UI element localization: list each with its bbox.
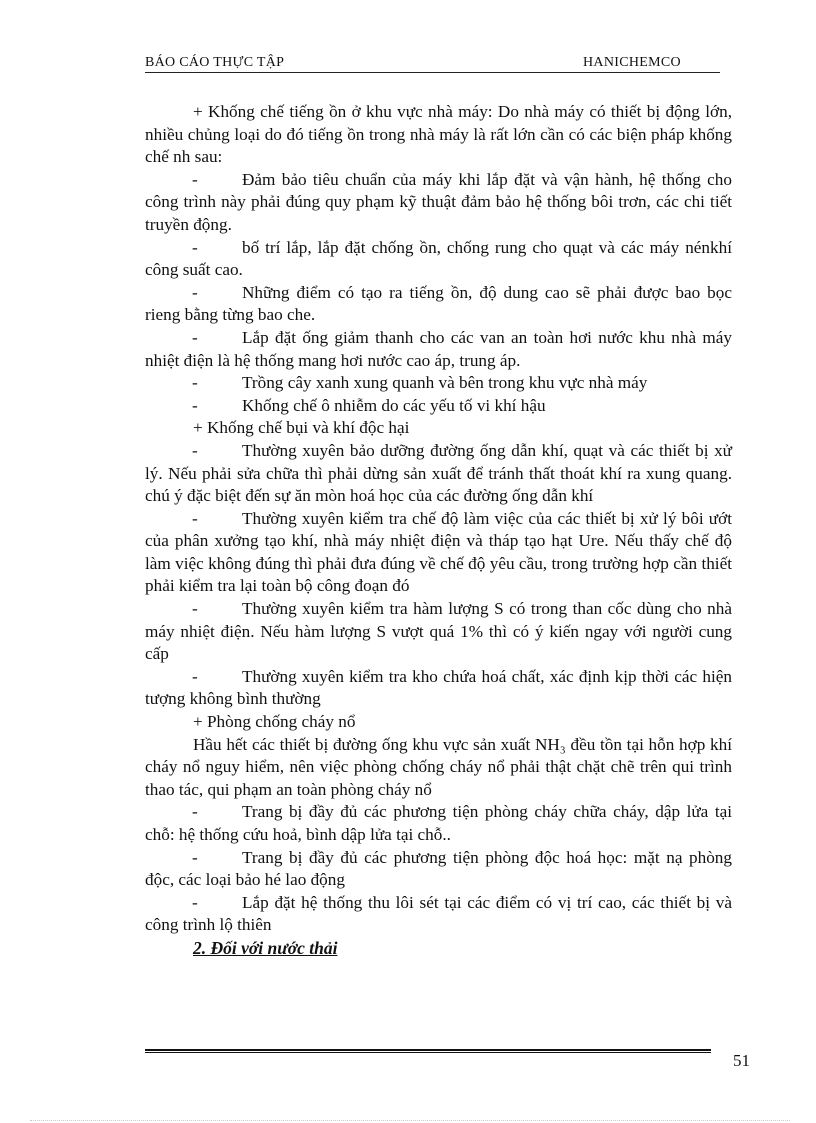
bullet-text: Thường xuyên kiểm tra kho chứa hoá chất, xác định kịp thời các hiện tượng không bình thường	[145, 666, 732, 709]
header-company: HANICHEMCO	[583, 55, 681, 70]
paragraph: + Khống chế bụi và khí độc hại	[193, 418, 410, 438]
bullet-item	[145, 847, 732, 892]
bullet-text: Trồng cây xanh xung quanh và bên trong khu vực nhà máy	[242, 373, 648, 393]
dash-marker: -	[192, 373, 198, 393]
bullet-item	[145, 801, 732, 846]
dash-marker: -	[192, 666, 198, 686]
dash-marker: -	[192, 802, 198, 822]
page-number: 51	[733, 1051, 750, 1070]
bullet-item	[145, 892, 732, 937]
dash-marker: -	[192, 327, 198, 347]
document-body	[145, 101, 732, 960]
bullet-item	[145, 598, 732, 666]
paragraph: + Khống chế tiếng ồn ở khu vực nhà máy: Do nhà máy có thiết bị động lớn, nhiều chủng loại do đó tiếng ồn trong nhà máy là rất lớn cần có các biện pháp khống chế nh sau:	[145, 102, 732, 167]
bullet-text: Trang bị đầy đủ các phương tiện phòng cháy chữa cháy, dập lửa tại chỗ: hệ thống cứu hoả, bình dập lửa tại chỗ..	[145, 802, 732, 844]
dash-marker: -	[192, 508, 198, 528]
bullet-text: Thường xuyên kiểm tra chế độ làm việc của các thiết bị xử lý bôi ướt của phân xưởng tạo khí, nhà máy nhiệt điện và tháp tạo hạt Ure. Nếu thấy chế độ làm việc không đúng thì phải đưa đúng về chế độ yêu cầu, trong trường hợp cần thiết phải kiểm tra lại toàn bộ công đoạn đó	[145, 508, 732, 596]
page-edge-divider	[30, 1120, 790, 1121]
bullet-text: Lắp đặt ống giảm thanh cho các van an toàn hơi nước khu nhà máy nhiệt điện là hệ thống mang hơi nước cao áp, trung áp.	[145, 327, 732, 370]
bullet-text: Thường xuyên bảo dưỡng đường ống dẫn khí, quạt và các thiết bị xử lý. Nếu phải sửa chữa thì phải dừng sản xuất để tránh thất thoát khí ra xung quang. chú ý đặc biệt đến sự ăn mòn hoá học của các đường ống dẫn khí	[145, 440, 732, 506]
bullet-item	[145, 395, 732, 418]
paragraph: + Phòng chống cháy nổ	[193, 712, 356, 732]
bullet-text: Trang bị đầy đủ các phương tiện phòng độc hoá học: mặt nạ phòng độc, các loại bảo hé lao động	[145, 847, 732, 890]
bullet-item	[145, 327, 732, 372]
footer-rule	[145, 1049, 711, 1053]
dash-marker: -	[192, 282, 198, 302]
bullet-item	[145, 440, 732, 508]
bullet-text: Đảm bảo tiêu chuẩn của máy khi lắp đặt và vận hành, hệ thống cho công trình này phải đúng quy phạm kỹ thuật đảm bảo hệ thống bôi trơn, các chi tiết truyền động.	[145, 169, 732, 234]
dash-marker: -	[192, 237, 198, 257]
bullet-item	[145, 237, 732, 282]
dash-marker: -	[192, 892, 198, 912]
dash-marker: -	[192, 395, 198, 415]
bullet-item	[145, 372, 732, 395]
paragraph: Hầu hết các thiết bị đường ống khu vực sản xuất NH₃ đều tồn tại hỗn hợp khí cháy nổ nguy hiểm, nên việc phòng chống cháy nổ phải thật chặt chẽ trên qui trình thao tác, qui phạm an toàn phòng cháy nổ	[145, 734, 732, 799]
dash-marker: -	[192, 440, 198, 460]
bullet-text: bố trí lắp, lắp đặt chống ồn, chống rung cho quạt và các máy nénkhí công suất cao.	[145, 237, 732, 280]
bullet-text: Khống chế ô nhiễm do các yếu tố vi khí hậu	[242, 395, 546, 415]
bullet-text: Thường xuyên kiểm tra hàm lượng S có trong than cốc dùng cho nhà máy nhiệt điện. Nếu hàm lượng S vượt quá 1% thì có ý kiến ngay với người cung cấp	[145, 599, 732, 664]
bullet-item	[145, 169, 732, 237]
bullet-item	[145, 282, 732, 327]
bullet-item	[145, 666, 732, 711]
header-report-title: BÁO CÁO THỰC TẬP	[145, 55, 285, 70]
bullet-text: Những điểm có tạo ra tiếng ồn, độ dung cao sẽ phải được bao bọc rieng bằng từng bao che.	[145, 282, 732, 325]
dash-marker: -	[192, 169, 198, 189]
page-header	[145, 52, 720, 73]
dash-marker: -	[192, 847, 198, 867]
bullet-item	[145, 508, 732, 598]
dash-marker: -	[192, 599, 198, 619]
bullet-text: Lắp đặt hệ thống thu lôi sét tại các điểm có vị trí cao, các thiết bị và công trình lộ thiên	[145, 892, 732, 935]
section-heading: 2. Đối với nước thải	[193, 937, 338, 958]
